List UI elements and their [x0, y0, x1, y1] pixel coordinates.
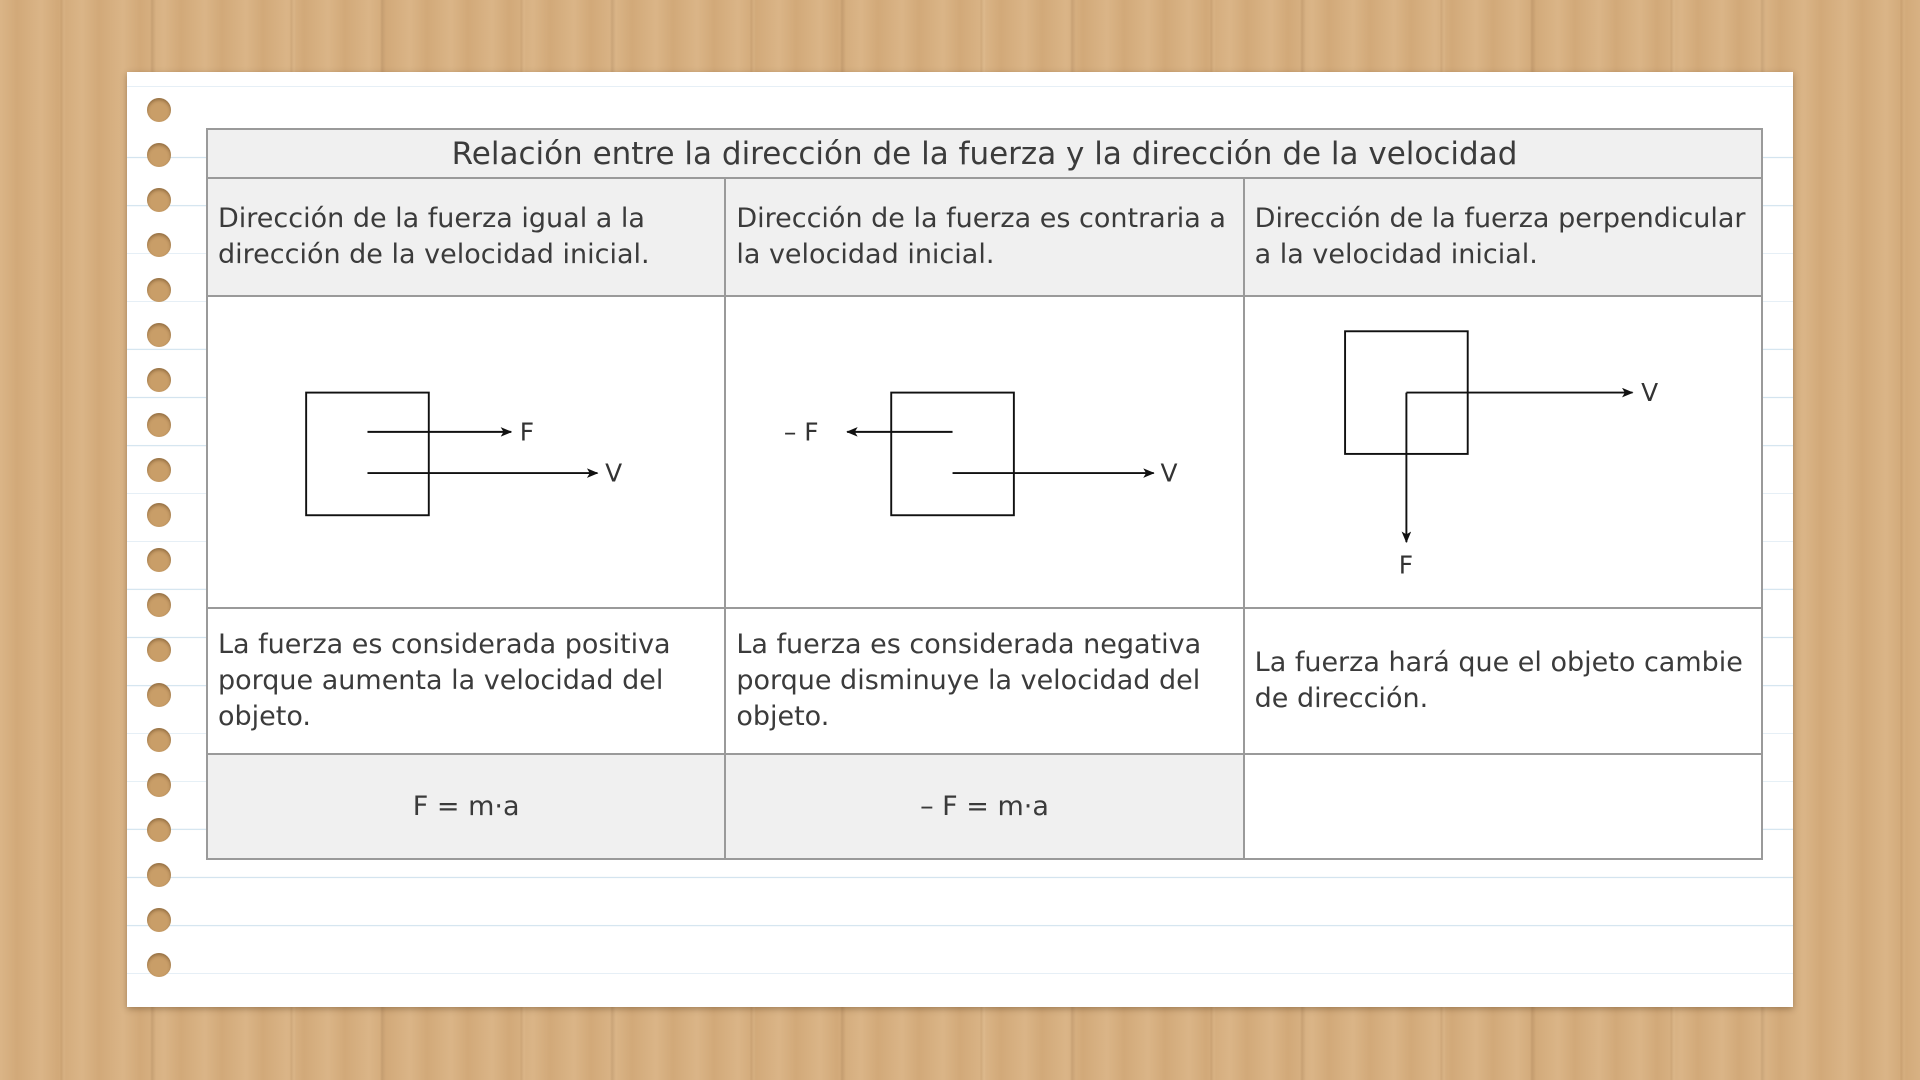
- binder-hole: [147, 233, 171, 257]
- formula-opposite: – F = m·a: [725, 754, 1243, 859]
- velocity-label: V: [1640, 378, 1658, 408]
- force-label: F: [1398, 550, 1413, 580]
- description-perpendicular: La fuerza hará que el objeto cambie de dirección.: [1244, 608, 1762, 754]
- object-box: [892, 393, 1015, 516]
- binder-hole: [147, 368, 171, 392]
- binder-hole: [147, 143, 171, 167]
- binder-hole: [147, 953, 171, 977]
- binder-hole: [147, 638, 171, 662]
- diagram-cell-perpendicular: [1244, 296, 1762, 608]
- binder-hole: [147, 503, 171, 527]
- header-same-direction: Dirección de la fuerza igual a la dirección de la velocidad inicial.: [207, 178, 725, 296]
- binder-hole: [147, 413, 171, 437]
- binder-hole: [147, 908, 171, 932]
- binder-hole: [147, 548, 171, 572]
- binder-hole: [147, 593, 171, 617]
- binder-hole: [147, 728, 171, 752]
- binder-hole: [147, 458, 171, 482]
- description-same: La fuerza es considerada positiva porque aumenta la velocidad del objeto.: [207, 608, 725, 754]
- opposite-direction-diagram: [736, 297, 1232, 607]
- binder-hole: [147, 278, 171, 302]
- header-opposite-direction: Dirección de la fuerza es contraria a la velocidad inicial.: [725, 178, 1243, 296]
- velocity-label: V: [1160, 458, 1178, 488]
- force-label: F: [519, 417, 535, 447]
- formula-same: F = m·a: [207, 754, 725, 859]
- header-perpendicular-direction: Dirección de la fuerza perpendicular a la velocidad inicial.: [1244, 178, 1762, 296]
- diagram-cell-opposite: [725, 296, 1243, 608]
- velocity-label: V: [605, 458, 623, 488]
- binder-hole: [147, 863, 171, 887]
- table-title: Relación entre la dirección de la fuerza y la dirección de la velocidad: [207, 129, 1762, 178]
- force-velocity-table: [206, 128, 1763, 860]
- description-opposite: La fuerza es considerada negativa porque disminuye la velocidad del objeto.: [725, 608, 1243, 754]
- binder-hole: [147, 773, 171, 797]
- binder-hole: [147, 98, 171, 122]
- binder-hole: [147, 818, 171, 842]
- same-direction-diagram: [218, 297, 714, 607]
- object-box: [306, 393, 429, 516]
- force-label: – F: [784, 417, 819, 447]
- diagram-cell-same: [207, 296, 725, 608]
- perpendicular-direction-diagram: [1255, 297, 1751, 607]
- binder-hole: [147, 323, 171, 347]
- binder-hole: [147, 683, 171, 707]
- formula-perpendicular: [1244, 754, 1762, 859]
- binder-hole: [147, 188, 171, 212]
